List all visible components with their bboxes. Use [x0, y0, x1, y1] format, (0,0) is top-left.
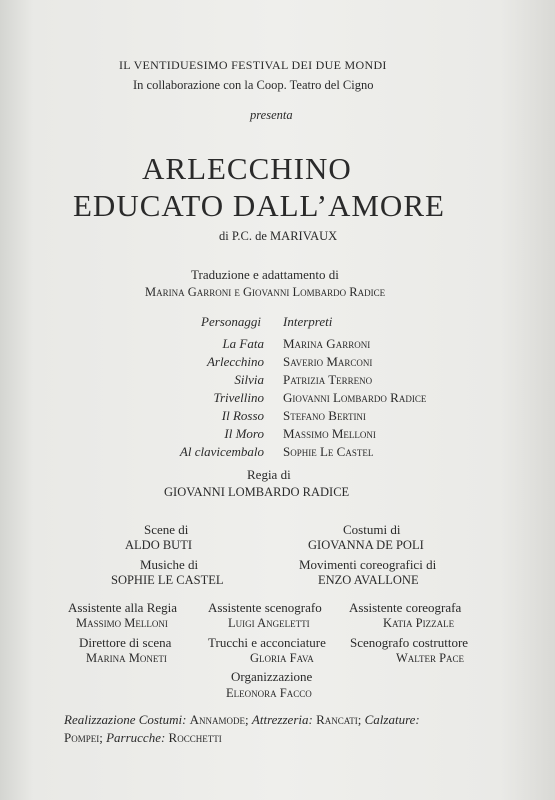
cast-role: Al clavicembalo — [179, 444, 264, 459]
cast-role: Silvia — [234, 372, 264, 387]
assistant-choreographer-label: Assistente coreografa — [349, 600, 462, 615]
music-label: Musiche di — [140, 557, 199, 572]
choreography-name: ENZO AVALLONE — [318, 573, 419, 587]
festival-heading: IL VENTIDUESIMO FESTIVAL DEI DUE MONDI — [119, 58, 387, 72]
props-name: Rancati; — [316, 712, 362, 727]
makeup-name: Gloria Fava — [250, 651, 314, 665]
costumes-label: Costumi di — [343, 522, 401, 537]
set-builder-name: Walter Pace — [396, 651, 465, 665]
cast-role: Il Rosso — [221, 408, 264, 423]
cast-role: Trivellino — [213, 390, 264, 405]
props-label: Attrezzeria: — [251, 712, 313, 727]
wigs-label: Parrucche: — [106, 730, 166, 745]
translation-label: Traduzione e adattamento di — [191, 267, 339, 282]
cast-actor: Massimo Melloni — [283, 426, 376, 441]
set-builder-label: Scenografo costruttore — [350, 635, 469, 650]
cast-actor: Giovanni Lombardo Radice — [283, 390, 427, 405]
makeup-label: Trucchi e acconciature — [208, 635, 326, 650]
cast-actor: Saverio Marconi — [283, 354, 373, 369]
music-name: SOPHIE LE CASTEL — [111, 573, 224, 587]
sets-label: Scene di — [144, 522, 189, 537]
footer-credits-line-2 — [64, 730, 222, 746]
stage-manager-name: Marina Moneti — [86, 651, 167, 665]
title-line-2: EDUCATO DALL’AMORE — [73, 188, 445, 223]
title-line-1: ARLECCHINO — [142, 151, 352, 186]
assistant-set-designer-label: Assistente scenografo — [208, 600, 322, 615]
assistant-choreographer-name: Katia Pizzale — [383, 616, 455, 630]
shoes-label: Calzature: — [364, 712, 420, 727]
costumes-name: GIOVANNA DE POLI — [308, 538, 424, 552]
cast-actor: Sophie Le Castel — [283, 444, 374, 459]
cast-actor: Marina Garroni — [283, 336, 371, 351]
translation-names: Marina Garroni e Giovanni Lombardo Radice — [145, 285, 386, 299]
cast-header-roles: Personaggi — [201, 314, 261, 329]
assistant-set-designer-name: Luigi Angeletti — [228, 616, 310, 630]
costumes-production-name: Annamode; — [189, 712, 249, 727]
cast-actor: Stefano Bertini — [283, 408, 366, 423]
organization-name: Eleonora Facco — [226, 686, 312, 700]
assistant-director-label: Assistente alla Regia — [68, 600, 178, 615]
wigs-name: Rocchetti — [168, 730, 222, 745]
costumes-production-label: Realizzazione Costumi: — [64, 712, 187, 727]
sets-name: ALDO BUTI — [125, 538, 193, 552]
footer-credits-line-1 — [64, 712, 420, 728]
collaboration-line: In collaborazione con la Coop. Teatro del Cigno — [133, 78, 374, 92]
cast-role: Il Moro — [224, 426, 264, 441]
assistant-director-name: Massimo Melloni — [76, 616, 168, 630]
cast-role: Arlecchino — [206, 354, 264, 369]
stage-manager-label: Direttore di scena — [79, 635, 172, 650]
author-line: di P.C. de MARIVAUX — [219, 229, 338, 243]
cast-header-actors: Interpreti — [283, 314, 333, 329]
shoes-name: Pompei; — [64, 730, 103, 745]
cast-actor: Patrizia Terreno — [283, 372, 373, 387]
direction-name: GIOVANNI LOMBARDO RADICE — [164, 485, 350, 499]
choreography-label: Movimenti coreografici di — [299, 557, 437, 572]
direction-label: Regia di — [247, 467, 291, 482]
presents-line: presenta — [250, 108, 293, 122]
organization-label: Organizzazione — [231, 669, 313, 684]
cast-role: La Fata — [222, 336, 264, 351]
